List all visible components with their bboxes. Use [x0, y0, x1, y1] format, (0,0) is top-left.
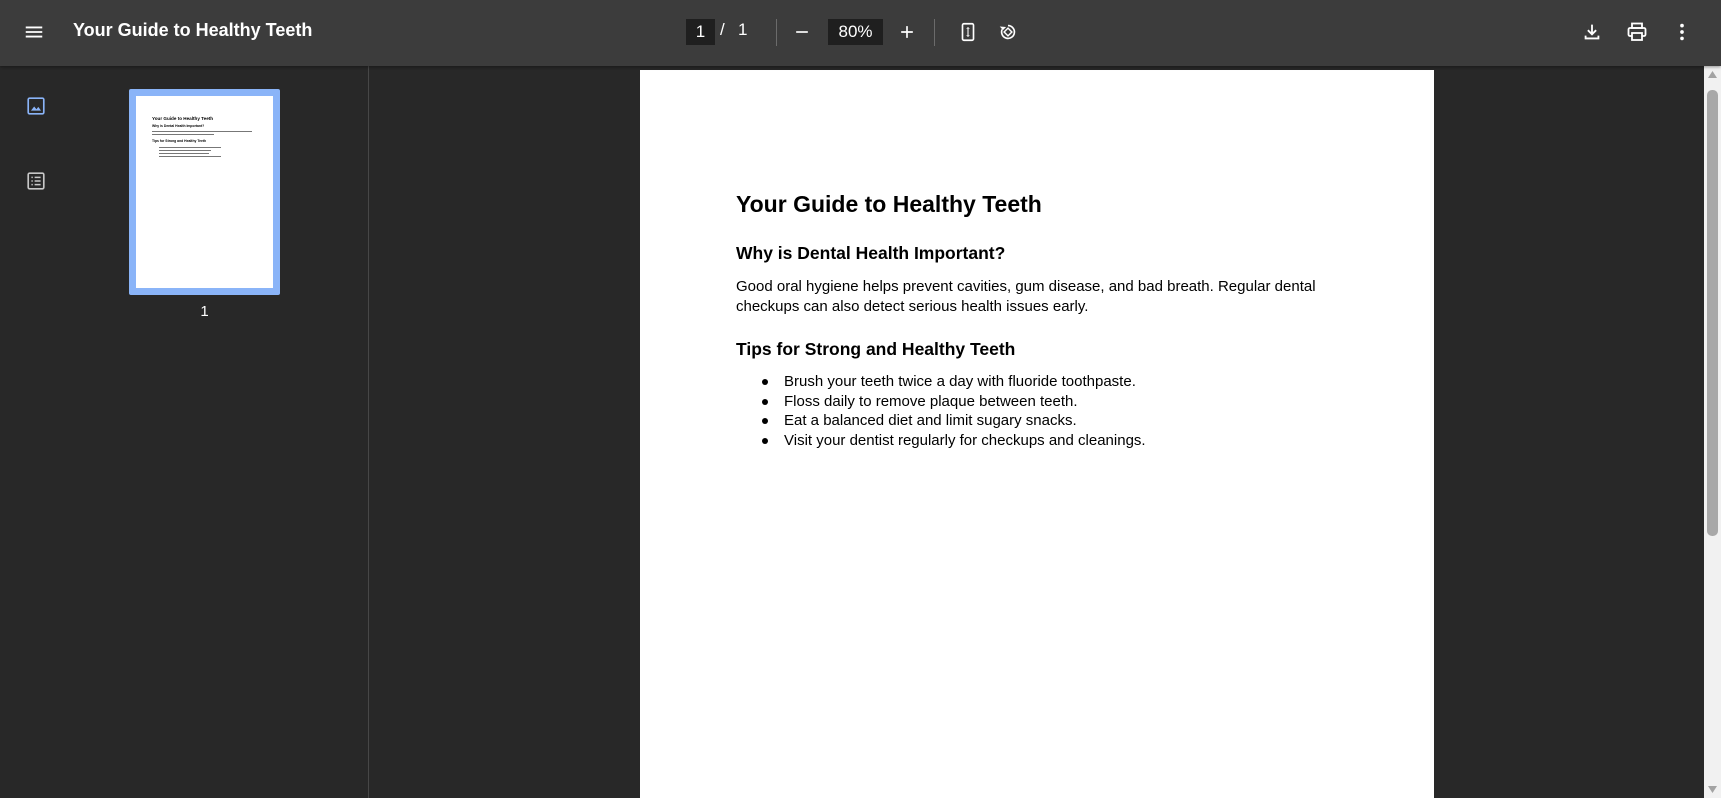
thumbnail-heading: Tips for Strong and Healthy Teeth — [152, 139, 207, 143]
vertical-scrollbar[interactable] — [1704, 66, 1721, 798]
outline-view-button[interactable] — [18, 163, 54, 199]
thumbnail-text-line — [152, 131, 252, 132]
print-icon — [1625, 20, 1649, 44]
list-item: Visit your dentist regularly for checkups and cleanings. — [736, 431, 1146, 451]
toolbar-divider — [934, 19, 935, 46]
print-button[interactable] — [1619, 14, 1655, 50]
zoom-out-button[interactable] — [784, 14, 820, 50]
scroll-up-arrow-icon[interactable] — [1704, 66, 1721, 83]
zoom-input[interactable] — [828, 19, 883, 45]
page-thumbnail[interactable] — [129, 89, 280, 295]
zoom-in-button[interactable] — [889, 14, 925, 50]
section-paragraph: Good oral hygiene helps prevent cavities, gum disease, and bad breath. Regular dental checkups can also detect serious health issues early. — [736, 278, 1316, 315]
list-icon — [25, 170, 47, 192]
menu-icon[interactable] — [16, 14, 52, 50]
pdf-toolbar — [0, 0, 1721, 66]
scroll-down-arrow-icon[interactable] — [1704, 781, 1721, 798]
section-heading-tips: Tips for Strong and Healthy Teeth — [736, 339, 1016, 359]
download-button[interactable] — [1574, 14, 1610, 50]
tips-list — [736, 372, 1146, 450]
download-icon — [1581, 21, 1603, 43]
thumbnail-title: Your Guide to Healthy Teeth — [152, 116, 214, 121]
document-heading: Your Guide to Healthy Teeth — [736, 191, 1042, 217]
toolbar-divider — [776, 19, 777, 46]
rotate-button[interactable] — [990, 14, 1026, 50]
more-options-button[interactable] — [1664, 14, 1700, 50]
thumbnail-text-line — [159, 150, 211, 151]
document-viewer[interactable] — [370, 66, 1704, 798]
more-vertical-icon — [1671, 21, 1693, 43]
section-heading-importance: Why is Dental Health Important? — [736, 243, 1006, 263]
thumbnail-text-line — [152, 134, 214, 135]
thumbnail-sidebar — [0, 66, 369, 798]
document-title: Your Guide to Healthy Teeth — [73, 20, 313, 40]
thumbnail-heading: Why is Dental Health Important? — [152, 124, 205, 128]
page-separator: / — [720, 20, 725, 39]
scrollbar-thumb[interactable] — [1707, 90, 1718, 536]
thumbnail-text-line — [159, 147, 221, 148]
page-number-input[interactable] — [686, 19, 715, 45]
list-item: Brush your teeth twice a day with fluoride toothpaste. — [736, 372, 1146, 392]
fit-page-icon — [957, 21, 979, 43]
list-item: Floss daily to remove plaque between teeth. — [736, 392, 1146, 412]
image-icon — [25, 95, 47, 117]
thumbnail-text-line — [159, 156, 221, 157]
thumbnails-view-button[interactable] — [18, 88, 54, 124]
minus-icon — [792, 22, 812, 42]
thumbnail-page-number: 1 — [200, 303, 209, 320]
fit-page-button[interactable] — [950, 14, 986, 50]
thumbnail-text-line — [159, 153, 209, 154]
list-item: Eat a balanced diet and limit sugary snacks. — [736, 411, 1146, 431]
rotate-icon — [997, 21, 1019, 43]
plus-icon — [897, 22, 917, 42]
pdf-page — [640, 70, 1434, 798]
page-total: 1 — [738, 20, 748, 39]
thumbnail-page-preview — [136, 96, 273, 288]
